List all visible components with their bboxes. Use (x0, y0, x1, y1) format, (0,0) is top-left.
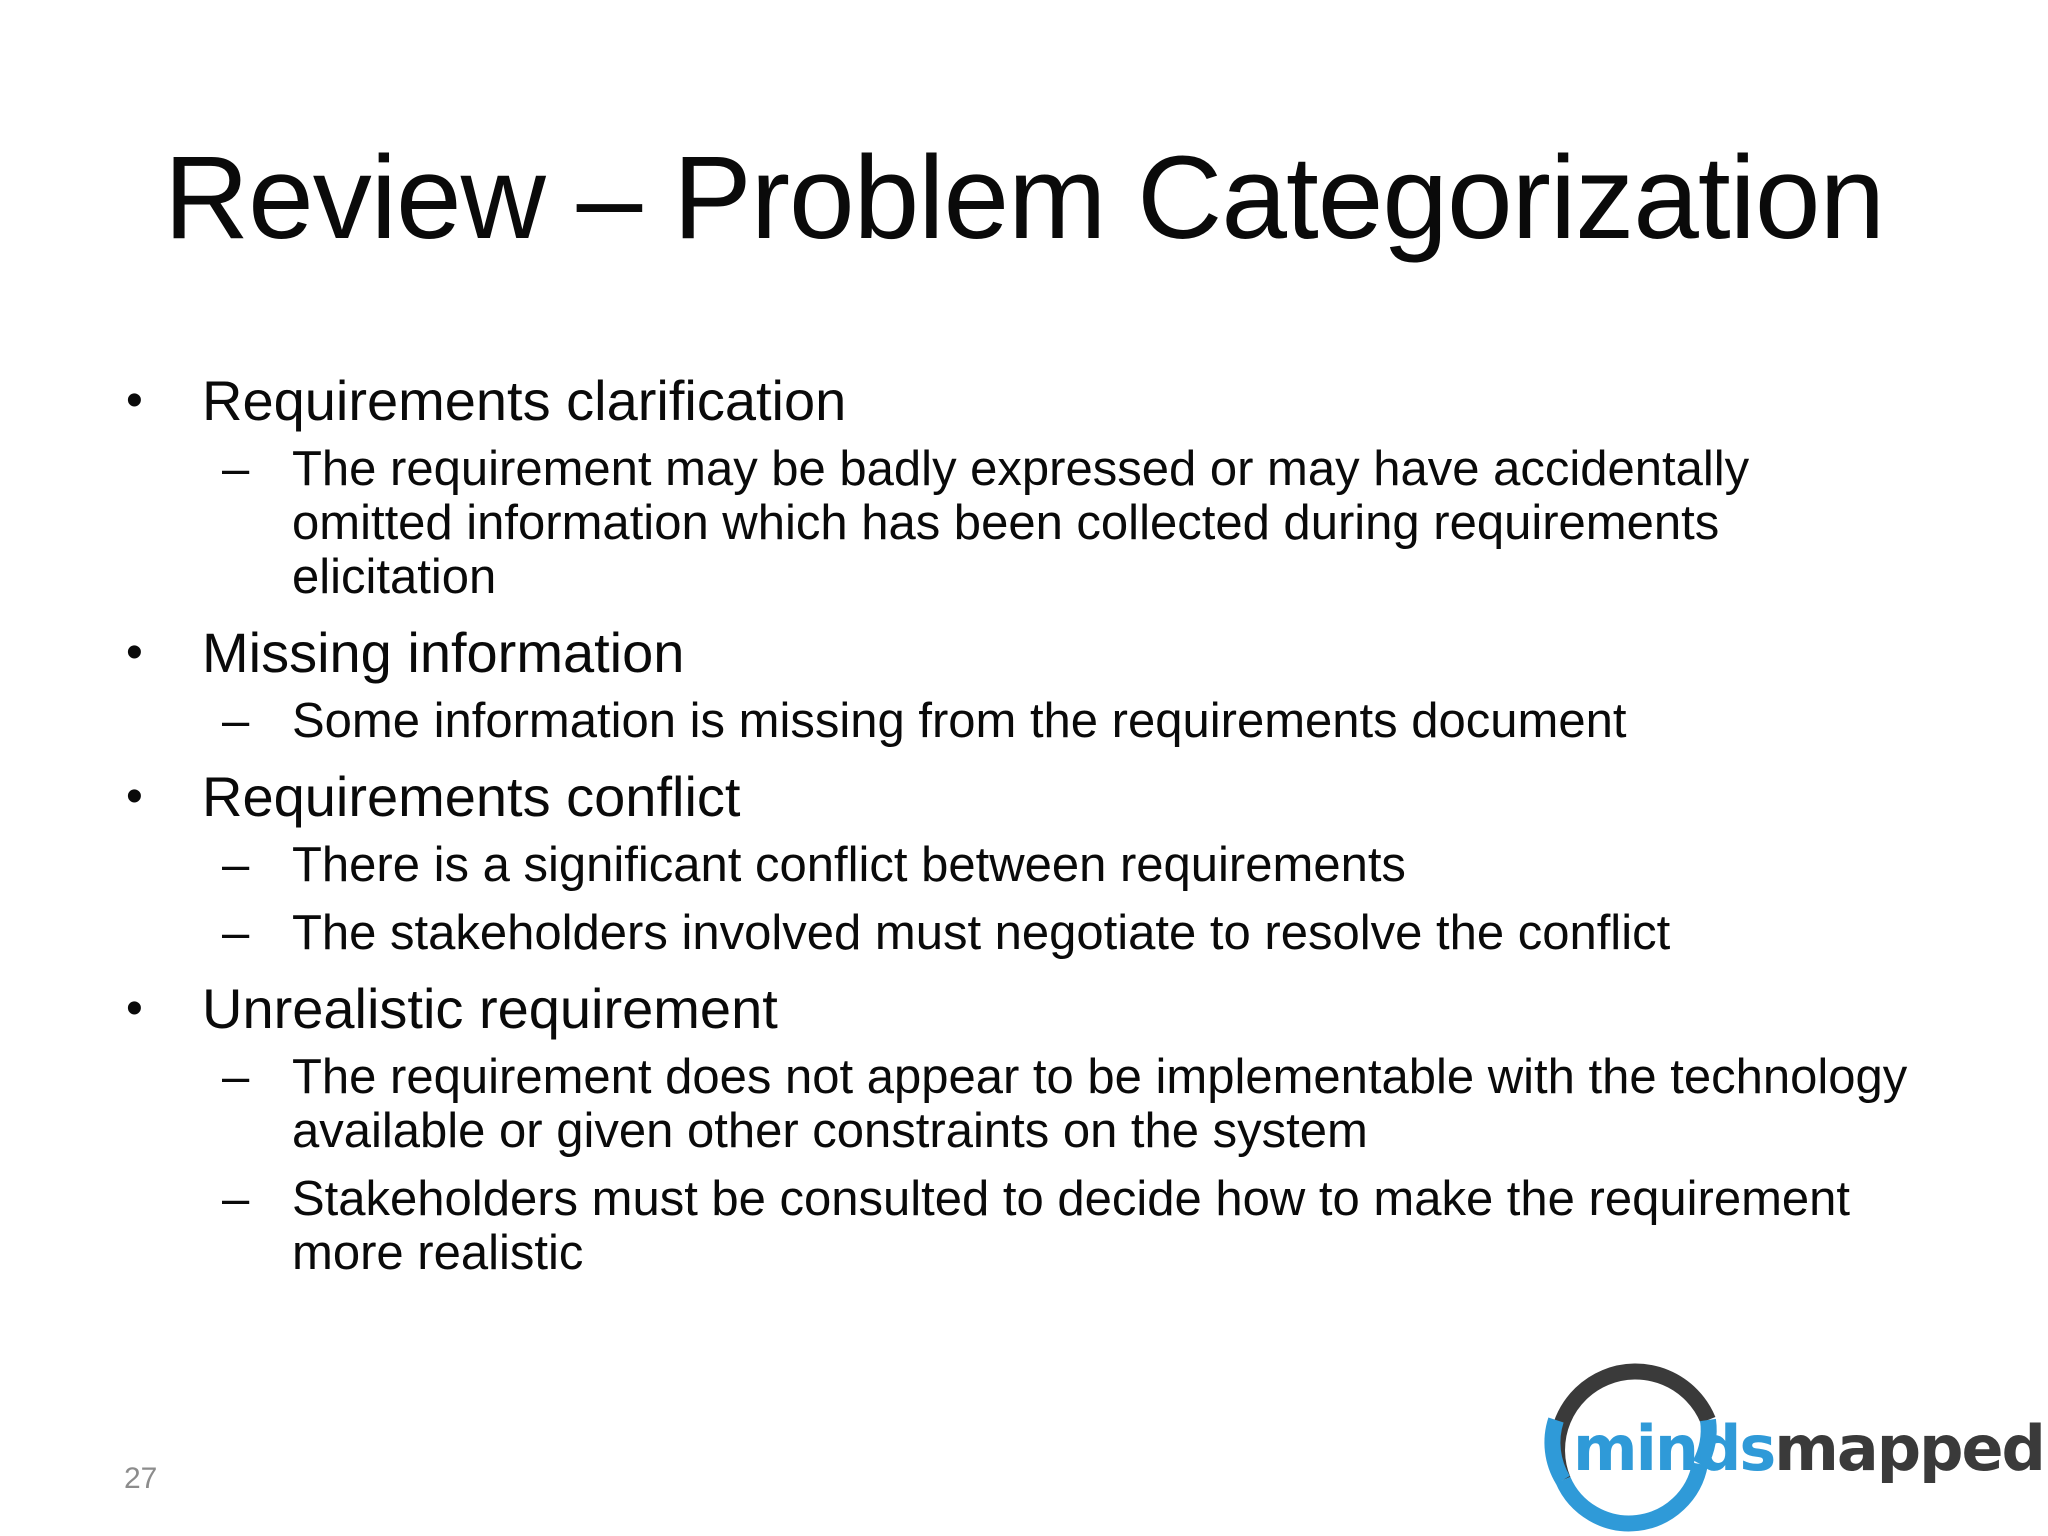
slide-title: Review – Problem Categorization (163, 132, 1885, 264)
sub-bullet-item (120, 1172, 1912, 1280)
sub-bullet-item (120, 838, 1912, 892)
sub-bullet-marker: – (222, 1050, 250, 1104)
bullet-text: Requirements conflict (202, 765, 741, 828)
bullet-marker: • (126, 626, 143, 679)
sub-bullet-text: The requirement may be badly expressed or may have accidentally omitted information which has been collected during requirements elicitation (292, 442, 1750, 604)
svg-text:mindsmapped (1573, 1412, 2044, 1485)
logo-text-part1: minds (1573, 1412, 1775, 1485)
bullet-item (120, 618, 1920, 688)
sub-bullet-text: Stakeholders must be consulted to decide how to make the requirement more realistic (292, 1172, 1850, 1280)
sub-bullet-group (120, 1050, 1920, 1280)
bullet-text: Missing information (202, 621, 685, 684)
sub-bullet-marker: – (222, 838, 250, 892)
mindsmapped-logo (1518, 1360, 2044, 1536)
sub-bullet-item (120, 906, 1912, 960)
bullet-marker: • (126, 982, 143, 1035)
bullet-marker: • (126, 374, 143, 427)
sub-bullet-item (120, 442, 1912, 604)
bullet-list (120, 362, 1920, 1294)
sub-bullet-text: Some information is missing from the requirements document (292, 694, 1627, 748)
sub-bullet-text: The stakeholders involved must negotiate to resolve the conflict (292, 906, 1671, 960)
bullet-item (120, 762, 1920, 832)
sub-bullet-group (120, 442, 1920, 604)
sub-bullet-marker: – (222, 442, 250, 496)
sub-bullet-marker: – (222, 1172, 250, 1226)
bullet-marker: • (126, 770, 143, 823)
sub-bullet-text: There is a significant conflict between requirements (292, 838, 1406, 892)
page-number: 27 (124, 1462, 158, 1495)
sub-bullet-item (120, 694, 1912, 748)
bullet-text: Requirements clarification (202, 369, 847, 432)
sub-bullet-group (120, 694, 1920, 748)
sub-bullet-text: The requirement does not appear to be implementable with the technology available or given other constraints on the system (292, 1050, 1908, 1158)
logo-text-part3: apped (1836, 1412, 2044, 1485)
sub-bullet-marker: – (222, 694, 250, 748)
bullet-item (120, 974, 1920, 1044)
sub-bullet-item (120, 1050, 1912, 1158)
bullet-item (120, 366, 1920, 436)
sub-bullet-marker: – (222, 906, 250, 960)
logo-text-part2: m (1774, 1412, 1837, 1485)
sub-bullet-group (120, 838, 1920, 960)
bullet-text: Unrealistic requirement (202, 977, 778, 1040)
